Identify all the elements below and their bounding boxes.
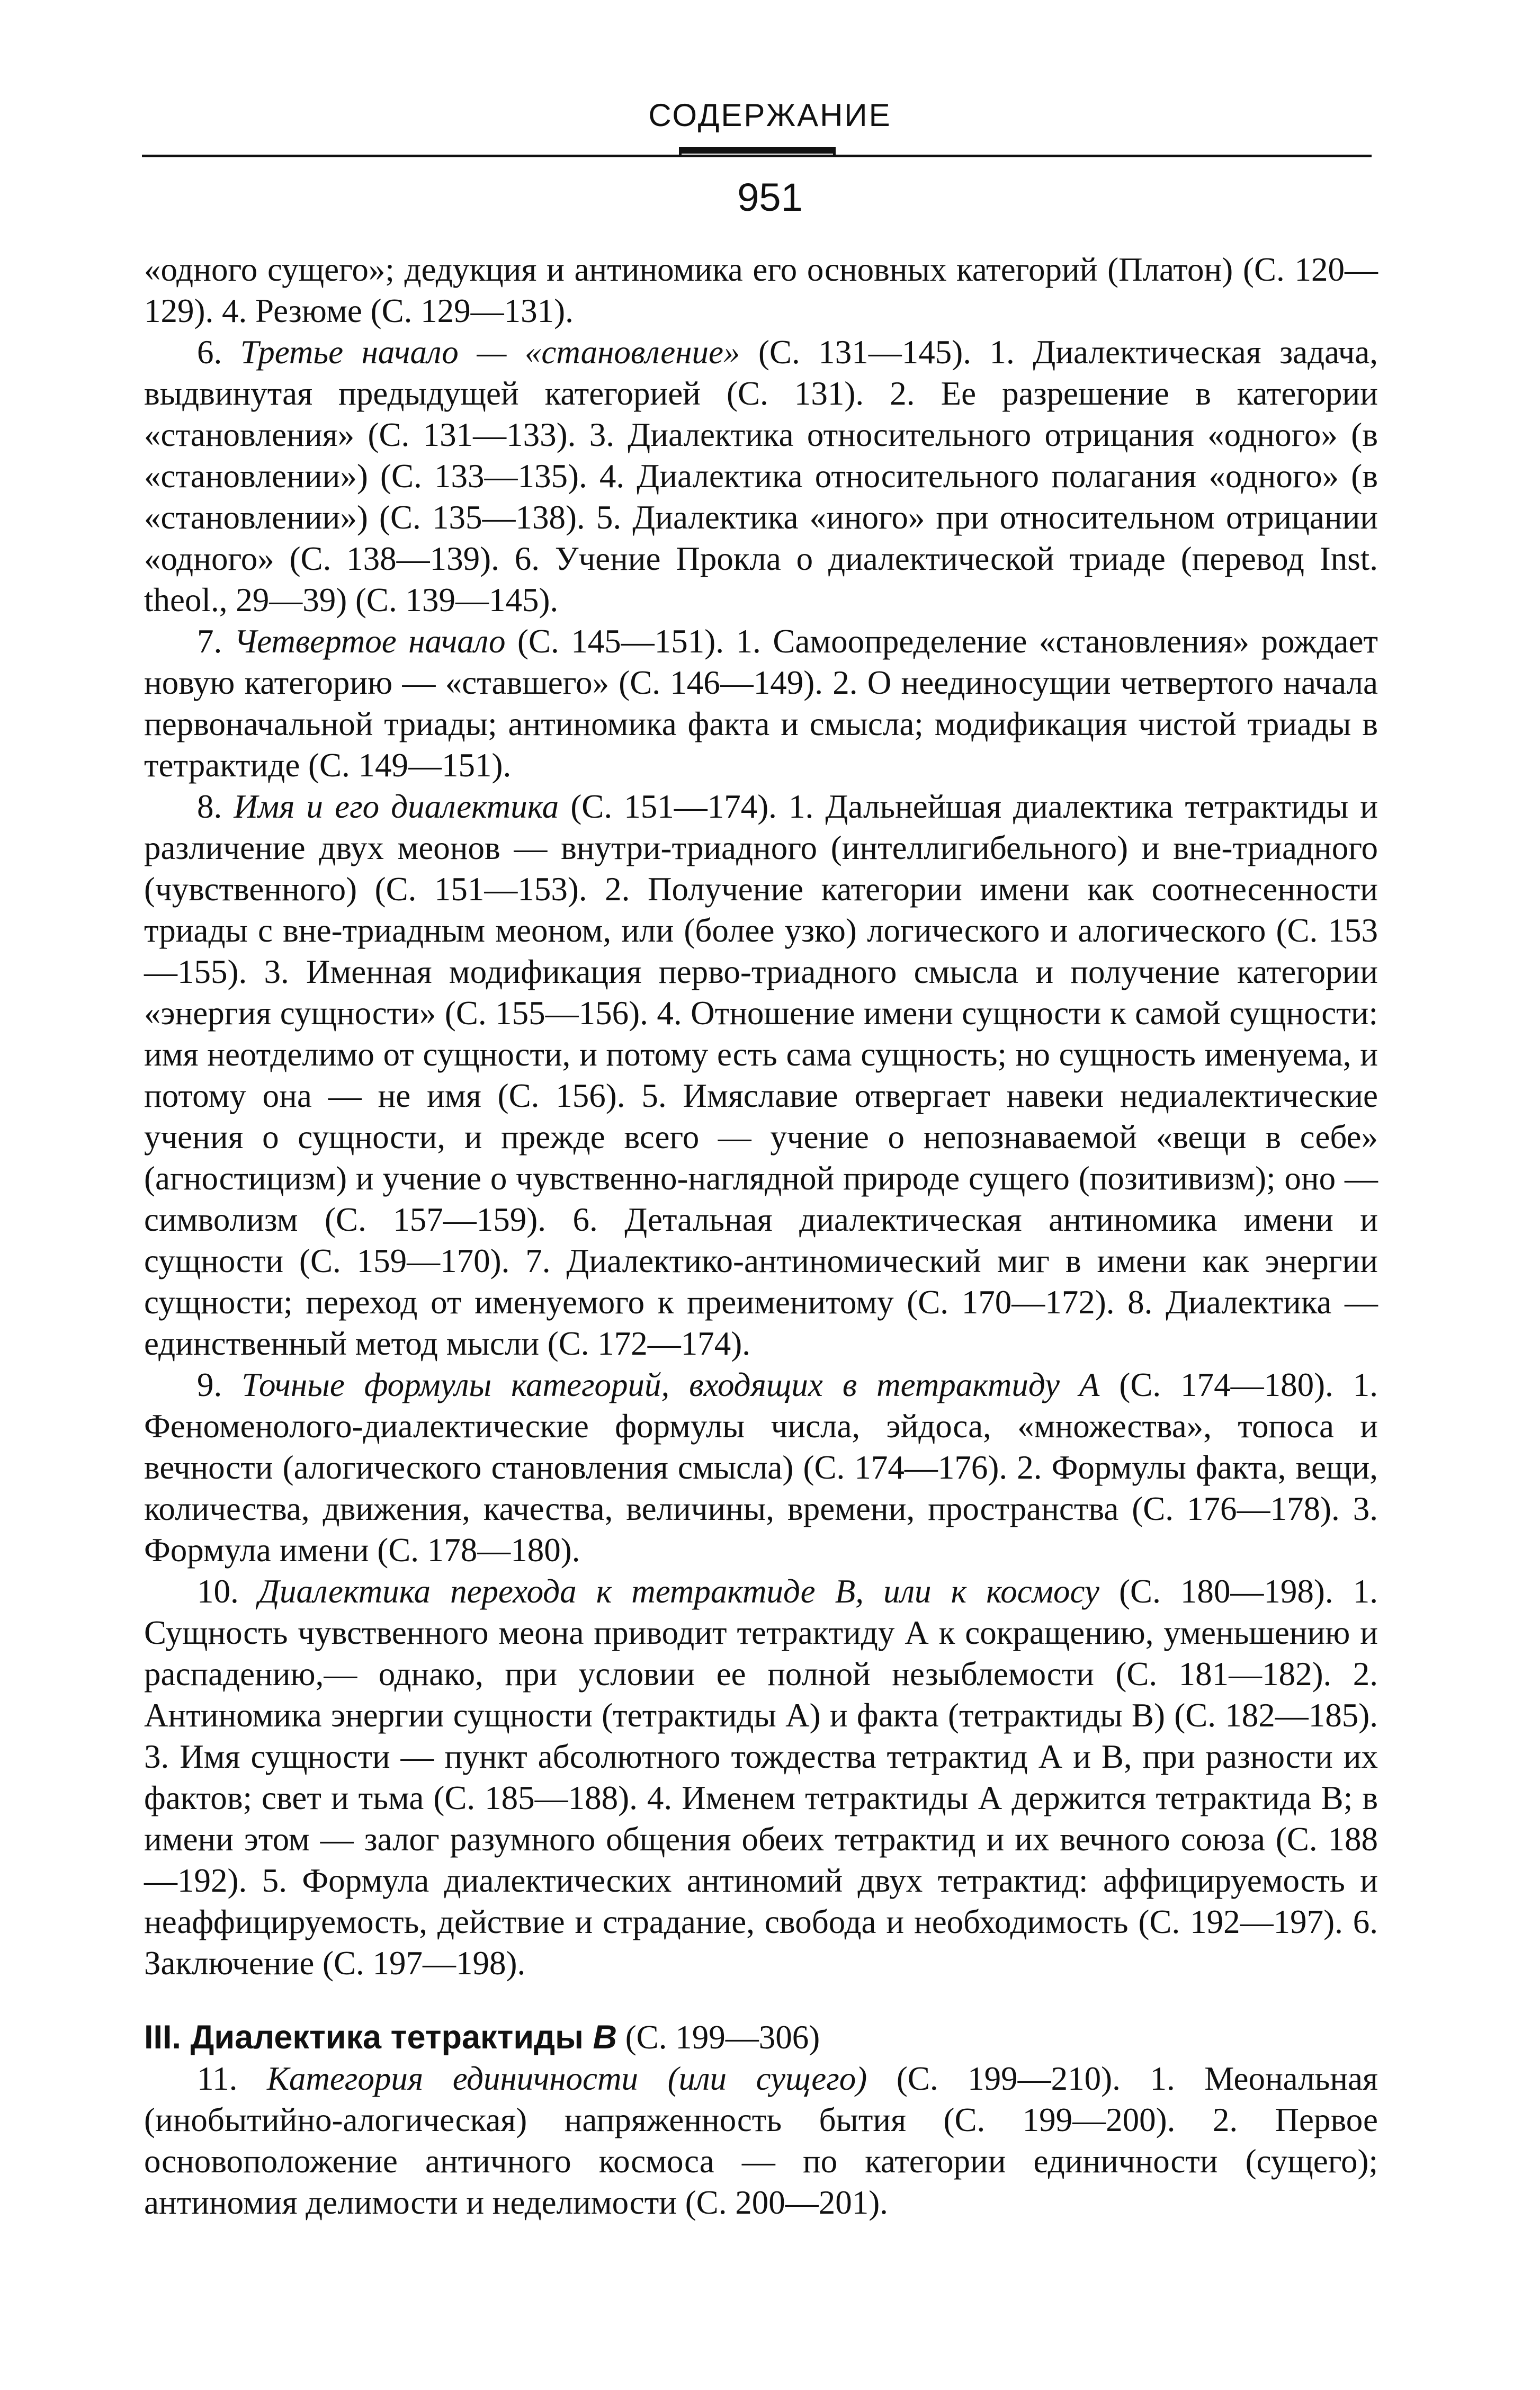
toc-entry-9 xyxy=(144,1364,1378,1571)
header-rule-tab-left-edge xyxy=(679,147,682,157)
entry-text: (С. 199—210). 1. Меональная (инобытийно-алогическая) напряженность бытия (С. 199—200). 2. Первое основоположение античного космоса — по категории единичности (сущего); антиномия делимости и неделимости (С. 200—201). xyxy=(144,2060,1378,2221)
header-rule-tab xyxy=(679,147,836,154)
section-title: Диалектика тетрактиды xyxy=(190,2019,584,2056)
header-rule xyxy=(142,155,1372,157)
entry-text: (С. 131—145). 1. Диалектическая задача, выдвинутая предыдущей категорией (С. 131). 2. Ее разрешение в категории «становления» (С. 131—133). 3. Диалектика относительного отрицания «одного» (в «становлении») (С. 133—135). 4. Диалектика относительного полагания «одного» (в «становлении») (С. 135—138). 5. Диалектика «иного» при относительном отрицании «одного» (С. 138—139). 6. Учение Прокла о диалектической триаде (перевод Inst. theol., 29—39) (С. 139—145). xyxy=(144,334,1378,619)
toc-entry-6 xyxy=(144,332,1378,621)
toc-entry-continuation xyxy=(144,249,1378,332)
entry-title: Третье начало — «становление» xyxy=(240,334,740,371)
entry-title: Диалектика перехода к тетрактиде В, или к космосу xyxy=(258,1573,1099,1610)
entry-number: 8. xyxy=(197,788,222,825)
table-of-contents-body xyxy=(144,249,1378,2223)
entry-text: (С. 174—180). 1. Феноменолого-диалектические формулы числа, эйдоса, «множества», топоса и вечности (алогического становления смысла) (С. 174—176). 2. Формулы факта, вещи, количества, движения, качества, величины, времени, пространства (С. 176—178). 3. Формула имени (С. 178—180). xyxy=(144,1366,1378,1569)
toc-entry-10 xyxy=(144,1571,1378,1984)
entry-number: 9. xyxy=(197,1366,222,1403)
header-rule-tab-right-edge xyxy=(833,147,836,157)
entry-text: (С. 151—174). 1. Дальнейшая диалектика тетрактиды и различение двух меонов — внутри-триадного (интеллигибельного) и вне-триадного (чувственного) (С. 151—153). 2. Получение категории имени как соотнесенности триады с вне-триадным меоном, или (более узко) логического и алогического (С. 153—155). 3. Именная модификация перво-триадного смысла и получение категории «энергия сущности» (С. 155—156). 4. Отношение имени сущности к самой сущности: имя неотделимо от сущности, и потому есть сама сущность; но сущность именуема, и потому она — не имя (С. 156). 5. Имяславие отвергает навеки недиалектические учения о сущности, и прежде всего — учение о непознаваемой «вещи в себе» (агностицизм) и учение о чувственно-наглядной природе сущего (позитивизм); оно — символизм (С. 157—159). 6. Детальная диалектическая антиномика имени и сущности (С. 159—170). 7. Диалектико-антиномический миг в имени как энергии сущности; переход от именуемого к преименитому (С. 170—172). 8. Диалектика — единственный метод мысли (С. 172—174). xyxy=(144,788,1378,1362)
entry-text: (С. 145—151). 1. Самоопределение «становления» рождает новую категорию — «ставшего» (С. 146—149). 2. О неединосущии четвертого начала первоначальной триады; антиномика факта и смысла; модификация чистой триады в тетрактиде (С. 149—151). xyxy=(144,623,1378,784)
section-pages: (С. 199—306) xyxy=(616,2019,820,2056)
page-number: 951 xyxy=(737,175,803,219)
section-heading xyxy=(144,2017,1378,2058)
toc-entry-7 xyxy=(144,621,1378,786)
entry-number: 6. xyxy=(197,334,222,371)
entry-text: (С. 180—198). 1. Сущность чувственного меона приводит тетрактиду А к сокращению, уменьшению и распадению,— однако, при условии ее полной незыблемости (С. 181—182). 2. Антиномика энергии сущности (тетрактиды А) и факта (тетрактиды В) (С. 182—185). 3. Имя сущности — пункт абсолютного тождества тетрактид А и В, при разности их фактов; свет и тьма (С. 185—188). 4. Именем тетрактиды А держится тетрактида В; в имени этом — залог разумного общения обеих тетрактид и их вечного союза (С. 188—192). 5. Формула диалектических антиномий двух тетрактид: аффицируемость и неаффицируемость, действие и страдание, свобода и необходимость (С. 192—197). 6. Заключение (С. 197—198). xyxy=(144,1573,1378,1982)
section-numeral: III. xyxy=(144,2019,182,2056)
entry-title: Четвертое начало xyxy=(234,623,506,660)
entry-title: Имя и его диалектика xyxy=(234,788,559,825)
toc-entry-11 xyxy=(144,2058,1378,2223)
entry-number: 7. xyxy=(197,623,222,660)
entry-text: «одного сущего»; дедукция и антиномика его основных категорий (Платон) (С. 120—129). 4. Резюме (С. 129—131). xyxy=(144,251,1378,329)
running-title: СОДЕРЖАНИЕ xyxy=(648,97,892,133)
entry-title: Точные формулы категорий, входящих в тетрактиду А xyxy=(241,1366,1100,1403)
toc-entry-8 xyxy=(144,786,1378,1364)
entry-number: 11. xyxy=(197,2060,238,2097)
entry-number: 10. xyxy=(197,1573,239,1610)
entry-title: Категория единичности (или сущего) xyxy=(267,2060,867,2097)
section-letter: В xyxy=(593,2019,617,2056)
